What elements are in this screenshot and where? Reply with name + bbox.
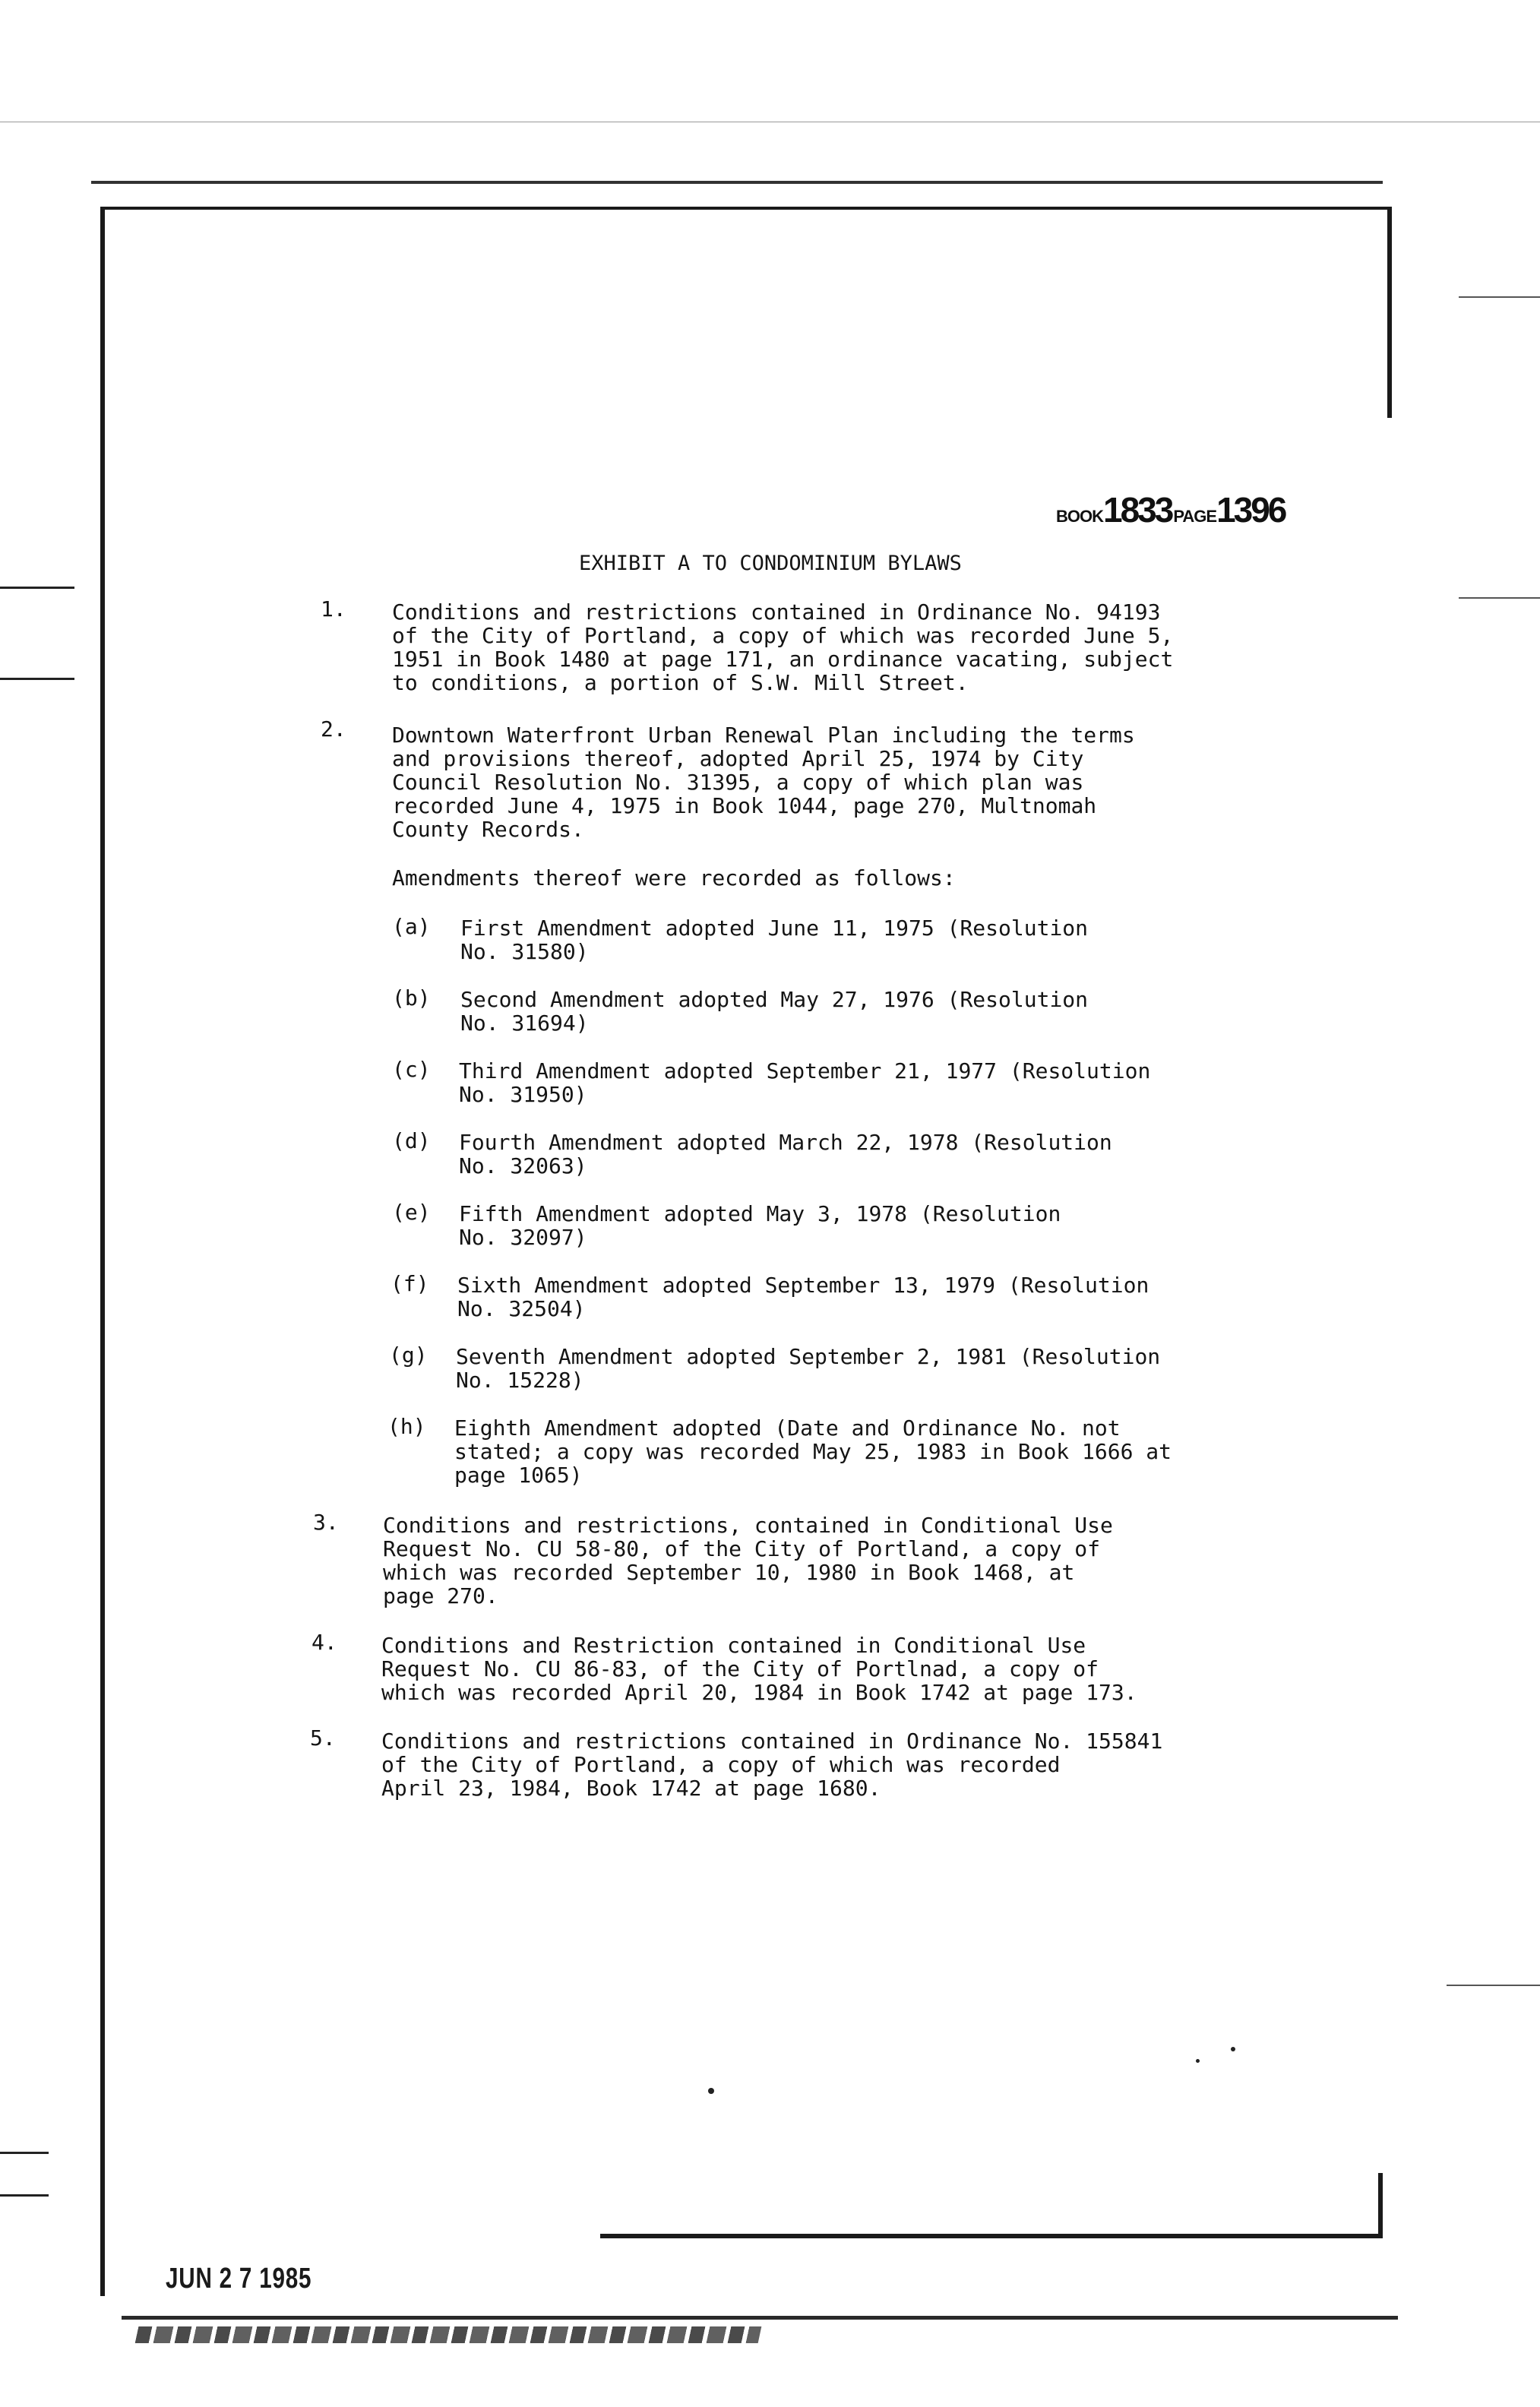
item-line: 1951 in Book 1480 at page 171, an ordinance vacating, subject — [392, 647, 1174, 672]
amendment-line: No. 32063) — [459, 1153, 587, 1178]
amendment-line: No. 31580) — [460, 939, 589, 964]
exhibit-title: EXHIBIT A TO CONDOMINIUM BYLAWS — [579, 552, 962, 575]
item-number: 3. — [313, 1510, 339, 1535]
item-line: of the City of Portland, a copy of which was recorded June 5, — [392, 623, 1174, 648]
amendment-line: Sixth Amendment adopted September 13, 1979 (Resolution — [457, 1273, 1149, 1298]
frame-left — [100, 207, 105, 2296]
scan-speck — [1231, 2047, 1235, 2051]
amendments-intro: Amendments thereof were recorded as follows: — [392, 865, 956, 890]
item-line: Conditions and restrictions contained in Ordinance No. 94193 — [392, 599, 1161, 625]
item-line: page 270. — [383, 1583, 498, 1608]
margin-mark-left-2 — [0, 678, 74, 680]
margin-mark-right-1 — [1459, 296, 1540, 298]
margin-mark-right-3 — [1447, 1985, 1540, 1986]
amendment-label: (f) — [391, 1271, 429, 1296]
scan-speck — [1196, 2059, 1200, 2063]
item-line: Conditions and Restriction contained in Conditional Use — [381, 1633, 1086, 1658]
item-line: Council Resolution No. 31395, a copy of which plan was — [392, 770, 1084, 795]
item-line: Request No. CU 86-83, of the City of Portlnad, a copy of — [381, 1656, 1099, 1681]
scan-speck — [708, 2088, 714, 2094]
margin-mark-right-2 — [1459, 597, 1540, 599]
amendment-line: No. 15228) — [456, 1368, 584, 1393]
amendment-line: No. 31950) — [459, 1082, 587, 1107]
item-line: and provisions thereof, adopted April 25, 1974 by City — [392, 746, 1084, 771]
item-line: of the City of Portland, a copy of which was recorded — [381, 1752, 1061, 1777]
amendment-line: Third Amendment adopted September 21, 1977 (Resolution — [459, 1058, 1151, 1083]
bottom-scan-line — [122, 2316, 1398, 2320]
frame-bottom — [600, 2234, 1383, 2238]
amendment-line: No. 32504) — [457, 1296, 586, 1321]
amendment-label: (d) — [392, 1128, 431, 1153]
item-number: 2. — [321, 716, 346, 742]
amendment-line: Seventh Amendment adopted September 2, 1981 (Resolution — [456, 1344, 1161, 1369]
amendment-line: stated; a copy was recorded May 25, 1983 in Book 1666 at — [454, 1439, 1172, 1464]
frame-bottom-right — [1378, 2173, 1383, 2238]
amendment-label: (b) — [392, 985, 431, 1011]
item-line: Request No. CU 58-80, of the City of Portland, a copy of — [383, 1536, 1101, 1561]
margin-mark-left-1 — [0, 587, 74, 589]
margin-mark-left-4 — [0, 2194, 49, 2197]
frame-right — [1387, 207, 1392, 418]
amendment-line: Fourth Amendment adopted March 22, 1978 (Resolution — [459, 1130, 1112, 1155]
amendment-line: page 1065) — [454, 1463, 583, 1488]
item-line: Conditions and restrictions, contained in Conditional Use — [383, 1513, 1113, 1538]
amendment-line: First Amendment adopted June 11, 1975 (Resolution — [460, 916, 1089, 941]
date-stamp: JUN 2 7 1985 — [166, 2263, 312, 2295]
amendment-line: No. 32097) — [459, 1225, 587, 1250]
amendment-label: (h) — [387, 1414, 426, 1439]
page-label: PAGE — [1173, 507, 1217, 526]
illegible-bottom-strip — [135, 2326, 762, 2343]
recording-stamp — [1056, 489, 1285, 530]
amendment-label: (e) — [392, 1200, 431, 1225]
amendment-label: (c) — [392, 1057, 431, 1082]
item-line: recorded June 4, 1975 in Book 1044, page 270, Multnomah — [392, 793, 1097, 818]
item-line: which was recorded September 10, 1980 in Book 1468, at — [383, 1560, 1075, 1585]
book-label: BOOK — [1056, 507, 1103, 526]
top-scan-line — [91, 181, 1383, 184]
item-line: Conditions and restrictions contained in Ordinance No. 155841 — [381, 1729, 1163, 1754]
margin-mark-left-3 — [0, 2152, 49, 2154]
book-number: 1833 — [1103, 490, 1172, 530]
amendment-line: Eighth Amendment adopted (Date and Ordinance No. not — [454, 1415, 1121, 1441]
amendment-line: Fifth Amendment adopted May 3, 1978 (Resolution — [459, 1201, 1061, 1226]
amendment-label: (g) — [389, 1343, 428, 1368]
amendment-line: No. 31694) — [460, 1011, 589, 1036]
amendment-label: (a) — [392, 914, 431, 939]
item-number: 1. — [321, 596, 346, 622]
item-line: which was recorded April 20, 1984 in Book 1742 at page 173. — [381, 1680, 1137, 1705]
item-number: 5. — [310, 1725, 336, 1751]
item-line: April 23, 1984, Book 1742 at page 1680. — [381, 1776, 881, 1801]
amendment-line: Second Amendment adopted May 27, 1976 (Resolution — [460, 987, 1089, 1012]
item-number: 4. — [311, 1630, 337, 1655]
item-line: to conditions, a portion of S.W. Mill Street. — [392, 670, 969, 695]
item-line: Downtown Waterfront Urban Renewal Plan including the terms — [392, 723, 1135, 748]
item-line: County Records. — [392, 817, 584, 842]
page-number: 1396 — [1216, 490, 1285, 530]
frame-top — [100, 207, 1392, 210]
